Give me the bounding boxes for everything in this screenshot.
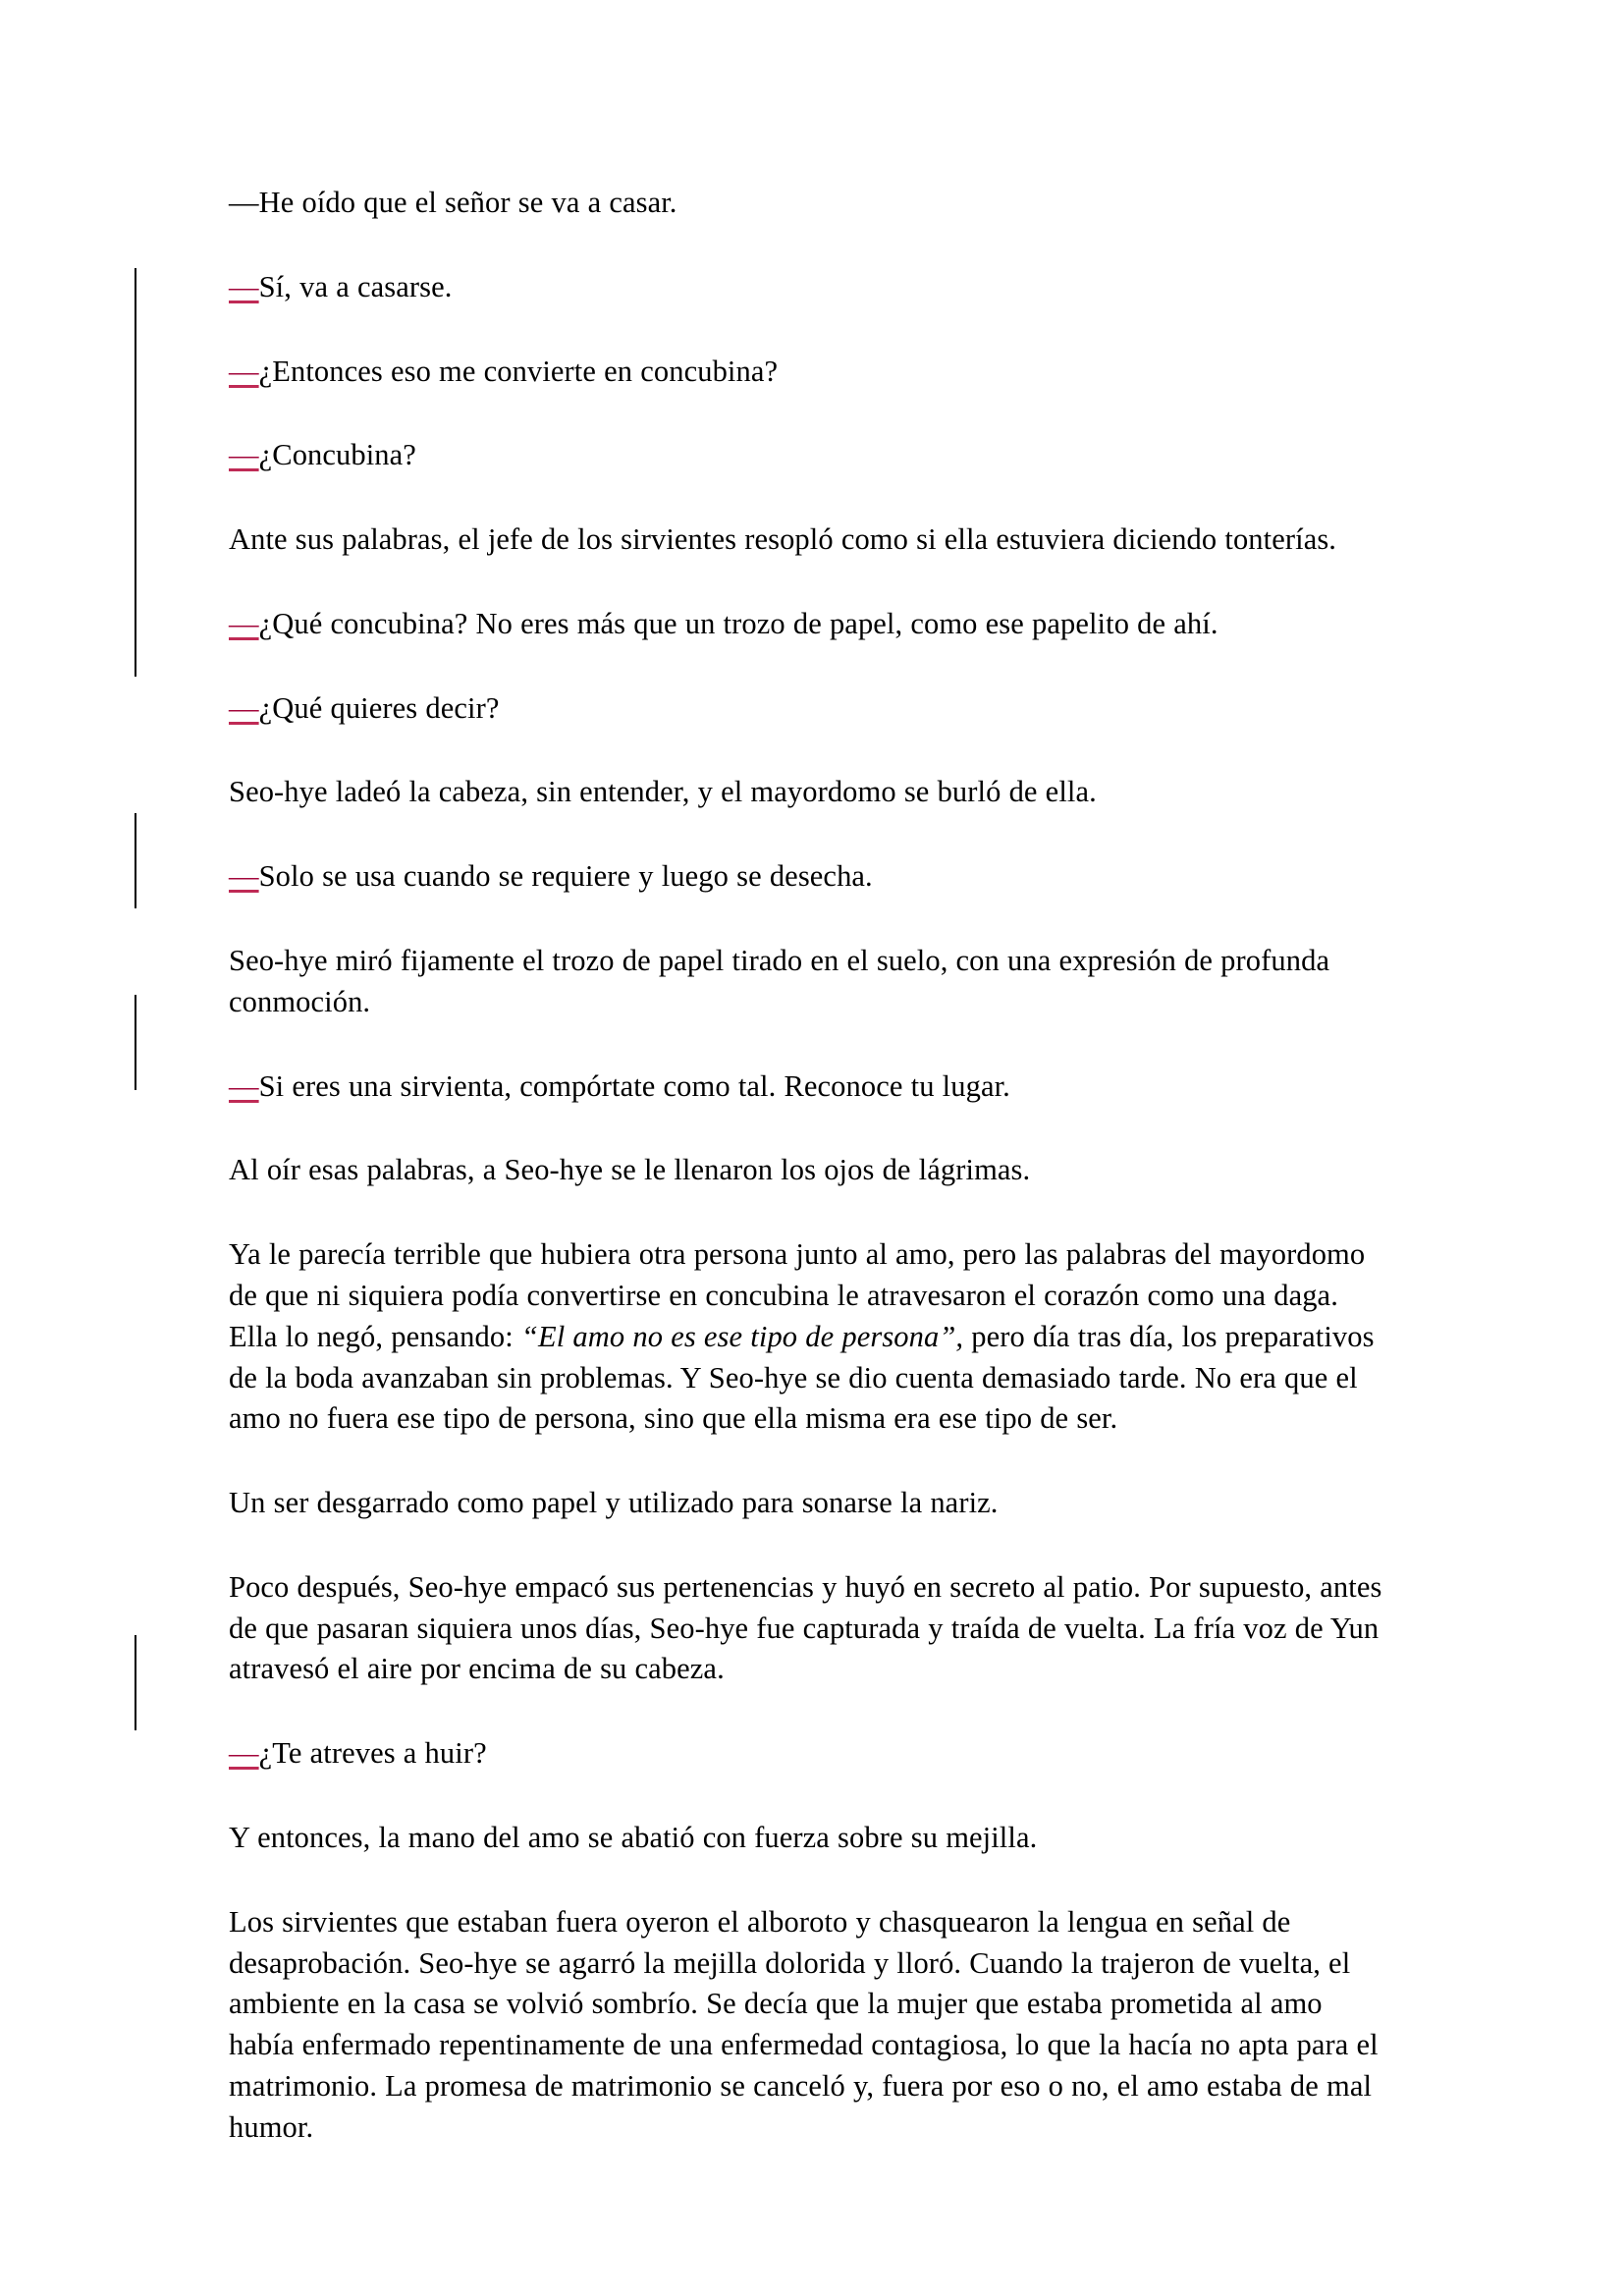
- dialogue-paragraph: [229, 183, 1392, 224]
- paragraph-text: Ante sus palabras, el jefe de los sirvientes resopló como si ella estuviera diciendo tonterías.: [229, 522, 1337, 557]
- paragraph-text: Al oír esas palabras, a Seo-hye se le llenaron los ojos de lágrimas.: [229, 1153, 1031, 1187]
- paragraph-text: ¿Entonces eso me convierte en concubina?: [258, 354, 779, 388]
- narrative-paragraph: [229, 941, 1392, 1023]
- document-text-column: [229, 183, 1392, 2148]
- narrative-paragraph: [229, 1150, 1392, 1191]
- narrative-paragraph-with-quote: [229, 1234, 1392, 1440]
- tracked-insertion-em-dash: —: [229, 269, 259, 303]
- paragraph-text: Sí, va a casarse.: [258, 269, 453, 303]
- dialogue-paragraph: [229, 267, 1392, 308]
- paragraph-text: Un ser desgarrado como papel y utilizado para sonarse la nariz.: [229, 1486, 999, 1520]
- narrative-paragraph: [229, 1567, 1392, 1690]
- paragraph-text: Y entonces, la mano del amo se abatió con fuerza sobre su mejilla.: [229, 1820, 1038, 1854]
- tracked-insertion-em-dash: —: [229, 690, 259, 725]
- change-bar: [135, 495, 136, 677]
- paragraph-text: Seo-hye ladeó la cabeza, sin entender, y el mayordomo se burló de ella.: [229, 775, 1097, 809]
- paragraph-text: Seo-hye miró fijamente el trozo de papel tirado en el suelo, con una expresión de profunda conmoción.: [229, 944, 1330, 1018]
- dialogue-paragraph: [229, 1733, 1392, 1775]
- em-dash: —: [229, 186, 259, 219]
- paragraph-text: He oído que el señor se va a casar.: [258, 186, 677, 219]
- tracked-insertion-em-dash: —: [229, 1068, 259, 1103]
- tracked-insertion-em-dash: —: [229, 606, 259, 640]
- narrative-paragraph: [229, 519, 1392, 561]
- paragraph-text: ¿Qué concubina? No eres más que un trozo de papel, como ese papelito de ahí.: [258, 606, 1218, 640]
- dialogue-paragraph: [229, 856, 1392, 898]
- change-bar: [135, 1635, 136, 1730]
- dialogue-paragraph: [229, 435, 1392, 476]
- paragraph-text: ¿Qué quieres decir?: [258, 690, 500, 725]
- narrative-paragraph: [229, 1483, 1392, 1524]
- dialogue-paragraph: [229, 688, 1392, 730]
- paragraph-text: Poco después, Seo-hye empacó sus pertenencias y huyó en secreto al patio. Por supuesto, antes de que pasaran siquiera unos días, Seo-hye fue capturada y traída de vuelta. La fría voz de Yun atravesó el aire por encima de su cabeza.: [229, 1569, 1382, 1686]
- tracked-insertion-em-dash: —: [229, 438, 259, 472]
- narrative-paragraph: [229, 1902, 1392, 2149]
- paragraph-text-after-quote: pero día tras día, los preparativos de la boda avanzaban sin problemas. Y Seo-hye se dio cuenta demasiado tarde. No era que el amo no fuera ese tipo de persona, sino que ella misma era ese tipo de ser.: [229, 1319, 1375, 1436]
- paragraph-text: ¿Te atreves a huir?: [258, 1736, 487, 1771]
- dialogue-paragraph: [229, 1066, 1392, 1108]
- italic-inner-quote: “El amo no es ese tipo de persona”,: [520, 1319, 964, 1353]
- paragraph-text-before-quote: Ya le parecía terrible que hubiera otra persona junto al amo, pero las palabras del mayordomo de que ni siquiera podía convertirse en concubina le atravesaron el corazón como una daga. Ella lo negó, pensando:: [229, 1237, 1366, 1353]
- change-bar: [135, 268, 136, 496]
- narrative-paragraph: [229, 772, 1392, 813]
- dialogue-paragraph: [229, 604, 1392, 645]
- paragraph-text: Los sirvientes que estaban fuera oyeron el alboroto y chasquearon la lengua en señal de desaprobación. Seo-hye se agarró la mejilla dolorida y lloró. Cuando la trajeron de vuelta, el ambiente en la casa se volvió sombrío. Se decía que la mujer que estaba prometida al amo había enfermado repentinamente de una enfermedad contagiosa, lo que la hacía no apta para el matrimonio. La promesa de matrimonio se canceló y, fuera por eso o no, el amo estaba de mal humor.: [229, 1904, 1379, 2144]
- change-bar: [135, 995, 136, 1090]
- tracked-insertion-em-dash: —: [229, 859, 259, 894]
- paragraph-text: Si eres una sirvienta, compórtate como tal. Reconoce tu lugar.: [258, 1068, 1010, 1103]
- change-bar: [135, 813, 136, 908]
- tracked-insertion-em-dash: —: [229, 354, 259, 388]
- paragraph-text: Solo se usa cuando se requiere y luego se desecha.: [258, 859, 873, 894]
- tracked-insertion-em-dash: —: [229, 1736, 259, 1771]
- narrative-paragraph: [229, 1818, 1392, 1859]
- dialogue-paragraph: [229, 352, 1392, 393]
- paragraph-text: ¿Concubina?: [258, 438, 416, 472]
